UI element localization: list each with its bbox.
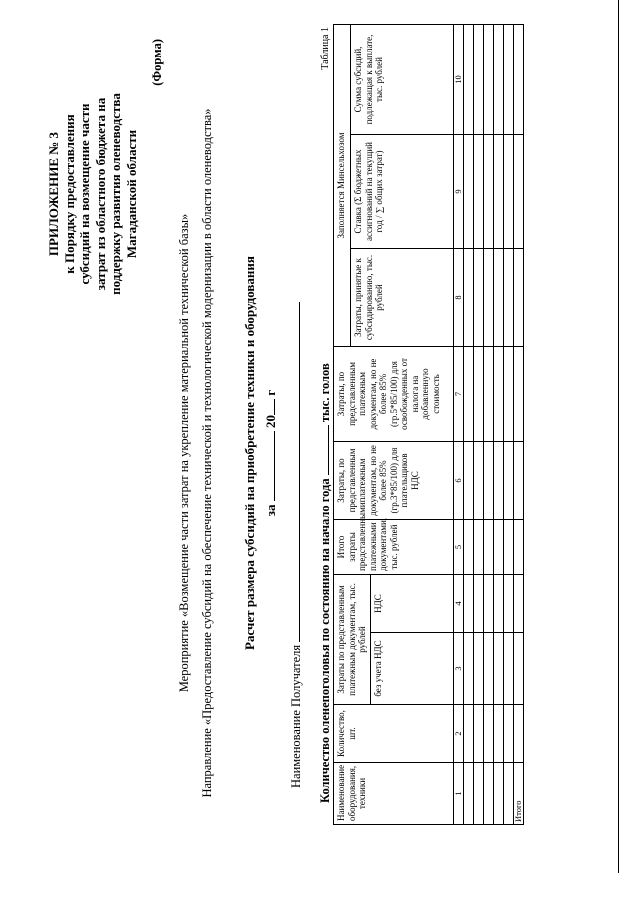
table-cell[interactable] (483, 762, 493, 824)
col-accepted-header: Затраты, принятые к субсидированию, тыс. рублей (351, 248, 454, 346)
ministry-group-header: Заполняется Минсельхозом (334, 24, 351, 346)
col-sum-header: Сумма субсидий, подлежащая к выплате, тыс. рублей (351, 24, 454, 134)
col-qty-header: Количество, шт. (334, 704, 454, 762)
table-cell[interactable] (483, 134, 493, 248)
table-cell[interactable] (463, 574, 473, 632)
table-cell[interactable] (473, 704, 483, 762)
col-name-header: Наименование оборудования, техники (334, 762, 454, 824)
column-number: 6 (453, 441, 463, 519)
table-cell[interactable] (463, 704, 473, 762)
table-cell[interactable] (493, 704, 503, 762)
year-blank (262, 398, 275, 414)
table-cell[interactable] (473, 441, 483, 519)
table-cell[interactable] (473, 134, 483, 248)
table-row (473, 24, 483, 824)
table-cell[interactable] (493, 346, 503, 441)
column-number: 10 (453, 24, 463, 134)
table-cell[interactable] (473, 632, 483, 704)
table-row (483, 24, 493, 824)
table-cell[interactable] (473, 574, 483, 632)
total-row (513, 24, 523, 824)
table-cell[interactable] (483, 704, 493, 762)
document-title: Расчет размера субсидий на приобретение техники и оборудования (242, 255, 257, 650)
table-cell[interactable] (473, 248, 483, 346)
herd-line (316, 363, 333, 803)
recipient-label: Наименование Получателя (289, 644, 303, 788)
table-row (503, 24, 513, 824)
table-cell[interactable] (463, 441, 473, 519)
period-prefix: за (263, 503, 278, 516)
measure-line: Мероприятие «Возмещение части затрат на укрепление материальной технической базы» (177, 213, 191, 692)
table-cell[interactable] (513, 632, 523, 704)
table-cell[interactable] (503, 574, 513, 632)
recipient-blank (287, 301, 300, 641)
col-total-header: Итого затраты представленными платежными документами, тыс. рублей (334, 519, 454, 574)
table-cell[interactable] (473, 762, 483, 824)
col-vat-header: НДС (370, 574, 453, 632)
recipient-line (287, 301, 304, 787)
table-cell[interactable] (493, 134, 503, 248)
appendix-line: субсидий на возмещение части (77, 102, 92, 285)
table-cell[interactable] (463, 248, 473, 346)
table-cell[interactable] (503, 134, 513, 248)
table-cell[interactable] (513, 519, 523, 574)
appendix-title: ПРИЛОЖЕНИЕ № 3 (46, 131, 61, 256)
table-cell[interactable] (513, 134, 523, 248)
table-cell[interactable] (463, 762, 473, 824)
appendix-header (46, 39, 139, 349)
table-cell[interactable] (483, 441, 493, 519)
table-cell[interactable] (503, 441, 513, 519)
period-line (262, 3, 279, 903)
table-cell[interactable] (503, 248, 513, 346)
table-label: Таблица 1 (320, 26, 331, 70)
table-cell[interactable] (513, 346, 523, 441)
appendix-line: затрат из областного бюджета на (92, 97, 108, 290)
herd-blank (316, 425, 329, 475)
table-cell[interactable] (503, 762, 513, 824)
table-cell[interactable] (493, 441, 503, 519)
table-cell[interactable] (493, 248, 503, 346)
table-cell[interactable] (483, 248, 493, 346)
total-label: Итого (513, 762, 523, 824)
col-rate-header: Ставка (Σ бюджетных ассигнований на текущий год / ∑ общих затрат) (351, 134, 454, 248)
table-cell[interactable] (473, 346, 483, 441)
table-cell[interactable] (503, 519, 513, 574)
table-cell[interactable] (513, 574, 523, 632)
table-row (463, 24, 473, 824)
table-cell[interactable] (463, 346, 473, 441)
col-no-vat-header: без учета НДС (370, 632, 453, 704)
column-numbers-row (453, 24, 463, 824)
table-cell[interactable] (483, 574, 493, 632)
header-row-1 (334, 24, 351, 824)
herd-label: Количество оленепоголовья по состоянию на начало года (318, 477, 332, 803)
table-cell[interactable] (513, 441, 523, 519)
column-number: 9 (453, 134, 463, 248)
column-number: 8 (453, 248, 463, 346)
table-cell[interactable] (463, 134, 473, 248)
table-cell[interactable] (463, 24, 473, 134)
table-cell[interactable] (503, 346, 513, 441)
table-cell[interactable] (493, 519, 503, 574)
table-cell[interactable] (463, 632, 473, 704)
table-cell[interactable] (483, 24, 493, 134)
table-cell[interactable] (463, 519, 473, 574)
table-cell[interactable] (493, 762, 503, 824)
table-cell[interactable] (503, 704, 513, 762)
table-cell[interactable] (473, 24, 483, 134)
column-number: 4 (453, 574, 463, 632)
table-cell[interactable] (493, 24, 503, 134)
col-85-exempt-header: Затраты, по представленным платежным документам, но не более 85% (гр.5*85/100) для освобожденных от налога на добавленную стоимость (334, 346, 454, 441)
table-cell[interactable] (513, 248, 523, 346)
col-costs-group-header: Затраты по представленным платежным документам, тыс. рублей (334, 574, 371, 704)
table-row (493, 24, 503, 824)
appendix-line: к Порядку предоставления (61, 113, 77, 274)
table-cell[interactable] (483, 346, 493, 441)
column-number: 1 (453, 762, 463, 824)
herd-unit: тыс. голов (318, 362, 332, 422)
form-label: (Форма) (150, 38, 164, 86)
direction-line: Направление «Предоставление субсидий на обеспечение технической и технологической модернизации в области оленеводства» (200, 107, 214, 798)
column-number: 5 (453, 519, 463, 574)
column-number: 7 (453, 346, 463, 441)
column-number: 2 (453, 704, 463, 762)
appendix-line: поддержку развития оленеводства (108, 92, 123, 295)
document-page (10, 3, 630, 903)
table-cell[interactable] (503, 632, 513, 704)
period-year-prefix: 20 (263, 414, 278, 428)
col-85-vat-header: Затраты, по представленным платежным документам, но не более 85% (гр.3*85/100) для плательщиков НДС (334, 441, 454, 519)
appendix-line: Магаданской области (123, 129, 139, 258)
table-cell[interactable] (493, 574, 503, 632)
page-bottom-rule (618, 0, 619, 873)
table-cell[interactable] (483, 519, 493, 574)
table-cell[interactable] (493, 632, 503, 704)
table-cell[interactable] (503, 24, 513, 134)
table-cell[interactable] (473, 519, 483, 574)
table-cell[interactable] (483, 632, 493, 704)
column-number: 3 (453, 632, 463, 704)
table-cell[interactable] (513, 704, 523, 762)
subsidy-table (333, 24, 524, 825)
period-year-suffix: г (263, 389, 278, 396)
period-blank (262, 431, 275, 501)
table-cell[interactable] (513, 24, 523, 134)
